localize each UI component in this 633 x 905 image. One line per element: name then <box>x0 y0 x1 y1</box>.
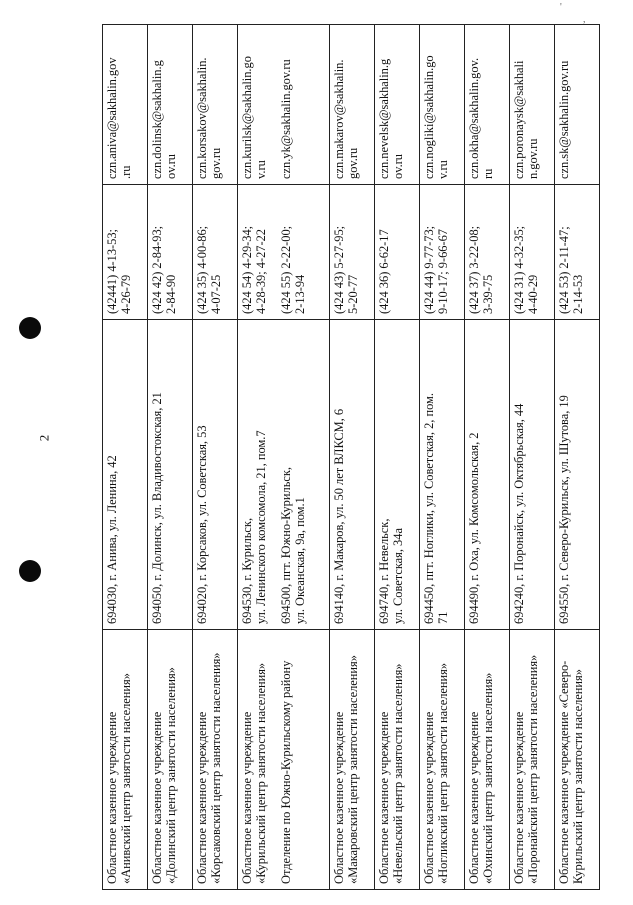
organization-line: Областное казенное учреждение «Северо- <box>557 660 571 884</box>
phone-cell <box>555 185 600 320</box>
address-cell <box>193 320 238 630</box>
address-cell <box>375 320 420 630</box>
organization-line: «Долинский центр занятости населения» <box>163 667 178 884</box>
table-row <box>510 25 555 890</box>
email-line: czn.okha@sakhalin.gov. <box>467 57 481 179</box>
address-cell <box>420 320 465 630</box>
email-line: czn.aniva@sakhalin.gov <box>105 57 119 179</box>
email-line: gov.ru <box>208 147 223 179</box>
email-line: czn.poronaysk@sakhali <box>512 60 526 179</box>
phone-line: (424 43) 5-27-95; <box>332 225 346 314</box>
phone-line: 4-26-79 <box>118 274 133 314</box>
phone-cell <box>420 185 465 320</box>
email-cell <box>148 25 193 185</box>
address-line: 694530, г. Курильск, <box>240 517 254 624</box>
phone-line: (424 55) 2-22-00; <box>279 225 294 314</box>
phone-line: 4-28-39; 4-27-22 <box>253 229 268 314</box>
table-row <box>375 25 420 890</box>
organization-cell <box>103 630 148 890</box>
email-cell <box>465 25 510 185</box>
phone-line: 2-13-94 <box>292 274 307 314</box>
organization-line: «Охинский центр занятости населения» <box>480 672 495 884</box>
organization-cell <box>238 630 330 890</box>
phone-line: 5-20-77 <box>345 274 360 314</box>
address-cell <box>330 320 375 630</box>
table-row <box>465 25 510 890</box>
phone-line: (424 42) 2-84-93; <box>150 225 164 314</box>
phone-line: 4-07-25 <box>208 274 223 314</box>
organization-line: Областное казенное учреждение <box>195 711 209 884</box>
organization-line: Областное казенное учреждение <box>150 711 164 884</box>
address-line: 694500, пгт. Южно-Курильск, <box>279 467 294 624</box>
email-line: czn.nevelsk@sakhalin.g <box>377 58 391 179</box>
address-cell <box>238 320 330 630</box>
organization-line: «Корсаковский центр занятости населения» <box>208 652 223 884</box>
phone-cell <box>330 185 375 320</box>
phone-cell <box>103 185 148 320</box>
email-line: ov.ru <box>390 153 405 179</box>
organization-line: «Ногликский центр занятости населения» <box>435 662 450 884</box>
phone-line: 4-40-29 <box>525 274 540 314</box>
email-cell <box>510 25 555 185</box>
rotated-table-container <box>102 25 594 890</box>
organization-line: Областное казенное учреждение <box>332 711 346 884</box>
organization-line: Областное казенное учреждение <box>240 711 254 884</box>
email-line: czn.makarov@sakhalin. <box>332 59 346 179</box>
organization-cell <box>420 630 465 890</box>
phone-line: (424 35) 4-00-86; <box>195 225 209 314</box>
address-line: ул. Ленинского комсомола, 21, пом.7 <box>253 430 268 624</box>
email-line: n.gov.ru <box>525 138 540 179</box>
phone-line: 9-10-17; 9-66-67 <box>435 229 450 314</box>
email-line: v.ru <box>253 160 268 179</box>
phone-line: 3-39-75 <box>480 274 495 314</box>
phone-cell <box>375 185 420 320</box>
phone-line: (424 37) 3-22-08; <box>467 225 481 314</box>
organization-line: «Макаровский центр занятости населения» <box>345 655 360 884</box>
email-cell <box>330 25 375 185</box>
email-line: czn.sk@sakhalin.gov.ru <box>557 60 571 179</box>
table-row <box>555 25 600 890</box>
address-cell <box>465 320 510 630</box>
organization-cell <box>375 630 420 890</box>
organization-line: «Курильский центр занятости населения» <box>253 662 268 884</box>
organization-line: Областное казенное учреждение <box>467 711 481 884</box>
phone-cell <box>238 185 330 320</box>
address-line: ул. Советская, 34а <box>390 528 405 624</box>
address-line: 694140, г. Макаров, ул. 50 лет ВЛКСМ, 6 <box>332 408 346 624</box>
organization-line: Областное казенное учреждение <box>105 711 119 884</box>
phone-line: (42441) 4-13-53; <box>105 229 119 314</box>
phone-cell <box>193 185 238 320</box>
phone-line: 2-84-90 <box>163 274 178 314</box>
organization-line: «Невельский центр занятости населения» <box>390 663 405 884</box>
address-line: 694490, г. Оха, ул. Комсомольская, 2 <box>467 432 481 624</box>
address-line: 694240, г. Поронайск, ул. Октябрьская, 44 <box>512 403 526 624</box>
address-cell <box>510 320 555 630</box>
employment-centers-table <box>102 24 600 890</box>
email-line: czn.dolinsk@sakhalin.g <box>150 60 164 179</box>
organization-line: Отделение по Южно-Курильскому району <box>279 660 294 884</box>
address-line: 694740, г. Невельск, <box>377 518 391 624</box>
address-cell <box>103 320 148 630</box>
email-line: .ru <box>118 165 133 179</box>
address-cell <box>148 320 193 630</box>
address-line: 694550, г. Северо-Курильск, ул. Шутова, 19 <box>557 395 571 624</box>
organization-cell <box>555 630 600 890</box>
table-row <box>103 25 148 890</box>
organization-line: Областное казенное учреждение <box>512 711 526 884</box>
email-line: czn.nogliki@sakhalin.go <box>422 55 436 179</box>
scan-mark: , <box>583 14 586 25</box>
address-line: 694030, г. Анива, ул. Ленина, 42 <box>105 455 119 624</box>
email-line: v.ru <box>435 160 450 179</box>
email-line: ru <box>480 168 495 179</box>
table-row <box>420 25 465 890</box>
phone-line: (424 54) 4-29-34; <box>240 225 254 314</box>
email-line: czn.korsakov@sakhalin. <box>195 57 209 179</box>
phone-cell <box>510 185 555 320</box>
email-cell <box>555 25 600 185</box>
table-row <box>148 25 193 890</box>
address-cell <box>555 320 600 630</box>
organization-line: «Поронайский центр занятости населения» <box>525 654 540 884</box>
address-line: 694450, пгт. Ноглики, ул. Советская, 2, пом. <box>422 393 436 624</box>
table-row <box>193 25 238 890</box>
phone-line: (424 53) 2-11-47; <box>557 226 571 314</box>
organization-cell <box>510 630 555 890</box>
address-line: 694050, г. Долинск, ул. Владивостокская, 21 <box>150 392 164 624</box>
phone-line: (424 36) 6-62-17 <box>377 229 391 314</box>
email-cell <box>103 25 148 185</box>
phone-cell <box>465 185 510 320</box>
address-line: 71 <box>435 611 450 624</box>
email-line: gov.ru <box>345 147 360 179</box>
phone-line: (424 31) 4-32-35; <box>512 225 526 314</box>
page-number: 2 <box>36 434 52 442</box>
phone-line: (424 44) 9-77-73; <box>422 225 436 314</box>
punch-hole-top <box>19 317 41 339</box>
organization-cell <box>148 630 193 890</box>
email-cell <box>193 25 238 185</box>
address-line: ул. Океанская, 9а, пом.1 <box>292 497 307 624</box>
table-row <box>238 25 330 890</box>
organization-line: Областное казенное учреждение <box>377 711 391 884</box>
scan-mark: ' <box>560 2 562 13</box>
organization-line: Областное казенное учреждение <box>422 711 436 884</box>
email-cell <box>420 25 465 185</box>
email-line: ov.ru <box>163 153 178 179</box>
organization-line: «Анивский центр занятости населения» <box>118 673 133 884</box>
phone-cell <box>148 185 193 320</box>
email-line: czn.kurilsk@sakhalin.go <box>240 56 254 179</box>
organization-cell <box>330 630 375 890</box>
organization-cell <box>193 630 238 890</box>
punch-hole-bottom <box>19 560 41 582</box>
email-cell <box>375 25 420 185</box>
organization-cell <box>465 630 510 890</box>
phone-line: 2-14-53 <box>570 274 585 314</box>
address-line: 694020, г. Корсаков, ул. Советская, 53 <box>195 425 209 624</box>
table-row <box>330 25 375 890</box>
email-line: czn.yk@sakhalin.gov.ru <box>279 59 294 179</box>
email-cell <box>238 25 330 185</box>
organization-line: Курильский центр занятости населения» <box>570 669 585 884</box>
